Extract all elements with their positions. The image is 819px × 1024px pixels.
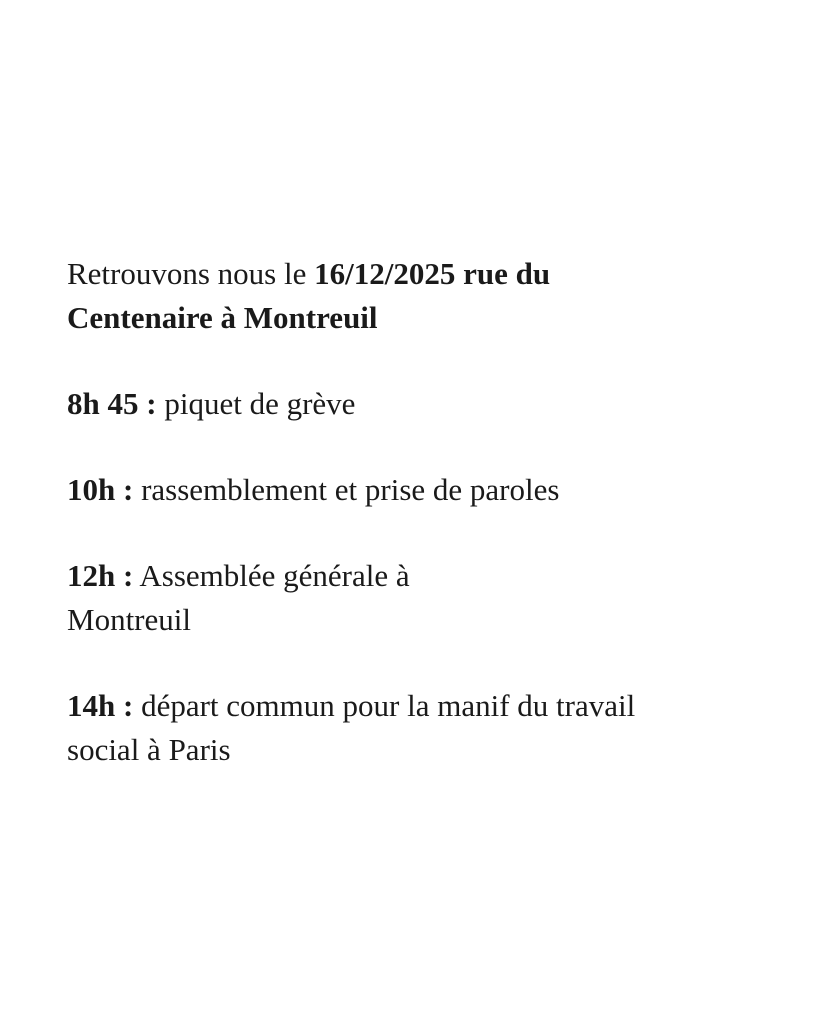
intro-prefix: Retrouvons nous le [67, 256, 315, 291]
announcement [67, 252, 767, 814]
schedule-time: 14h : [67, 688, 134, 723]
schedule-description-continued: social à Paris [67, 732, 231, 767]
schedule-description-continued: Montreuil [67, 602, 191, 637]
schedule-item [67, 554, 767, 642]
schedule-item [67, 382, 767, 426]
schedule-time: 8h 45 : [67, 386, 157, 421]
intro-date-location: 16/12/2025 rue du [314, 256, 551, 291]
schedule-item [67, 468, 767, 512]
intro-line-1 [67, 252, 767, 296]
intro-location: Centenaire à Montreuil [67, 300, 378, 335]
schedule-time: 12h : [67, 558, 134, 593]
schedule-description: départ commun pour la manif du travail [133, 688, 636, 723]
intro-paragraph [67, 252, 767, 340]
schedule-description: piquet de grève [156, 386, 356, 421]
schedule-item [67, 684, 767, 772]
schedule-description: rassemblement et prise de paroles [133, 472, 560, 507]
schedule-time: 10h : [67, 472, 134, 507]
schedule-description: Assemblée générale à [133, 558, 410, 593]
